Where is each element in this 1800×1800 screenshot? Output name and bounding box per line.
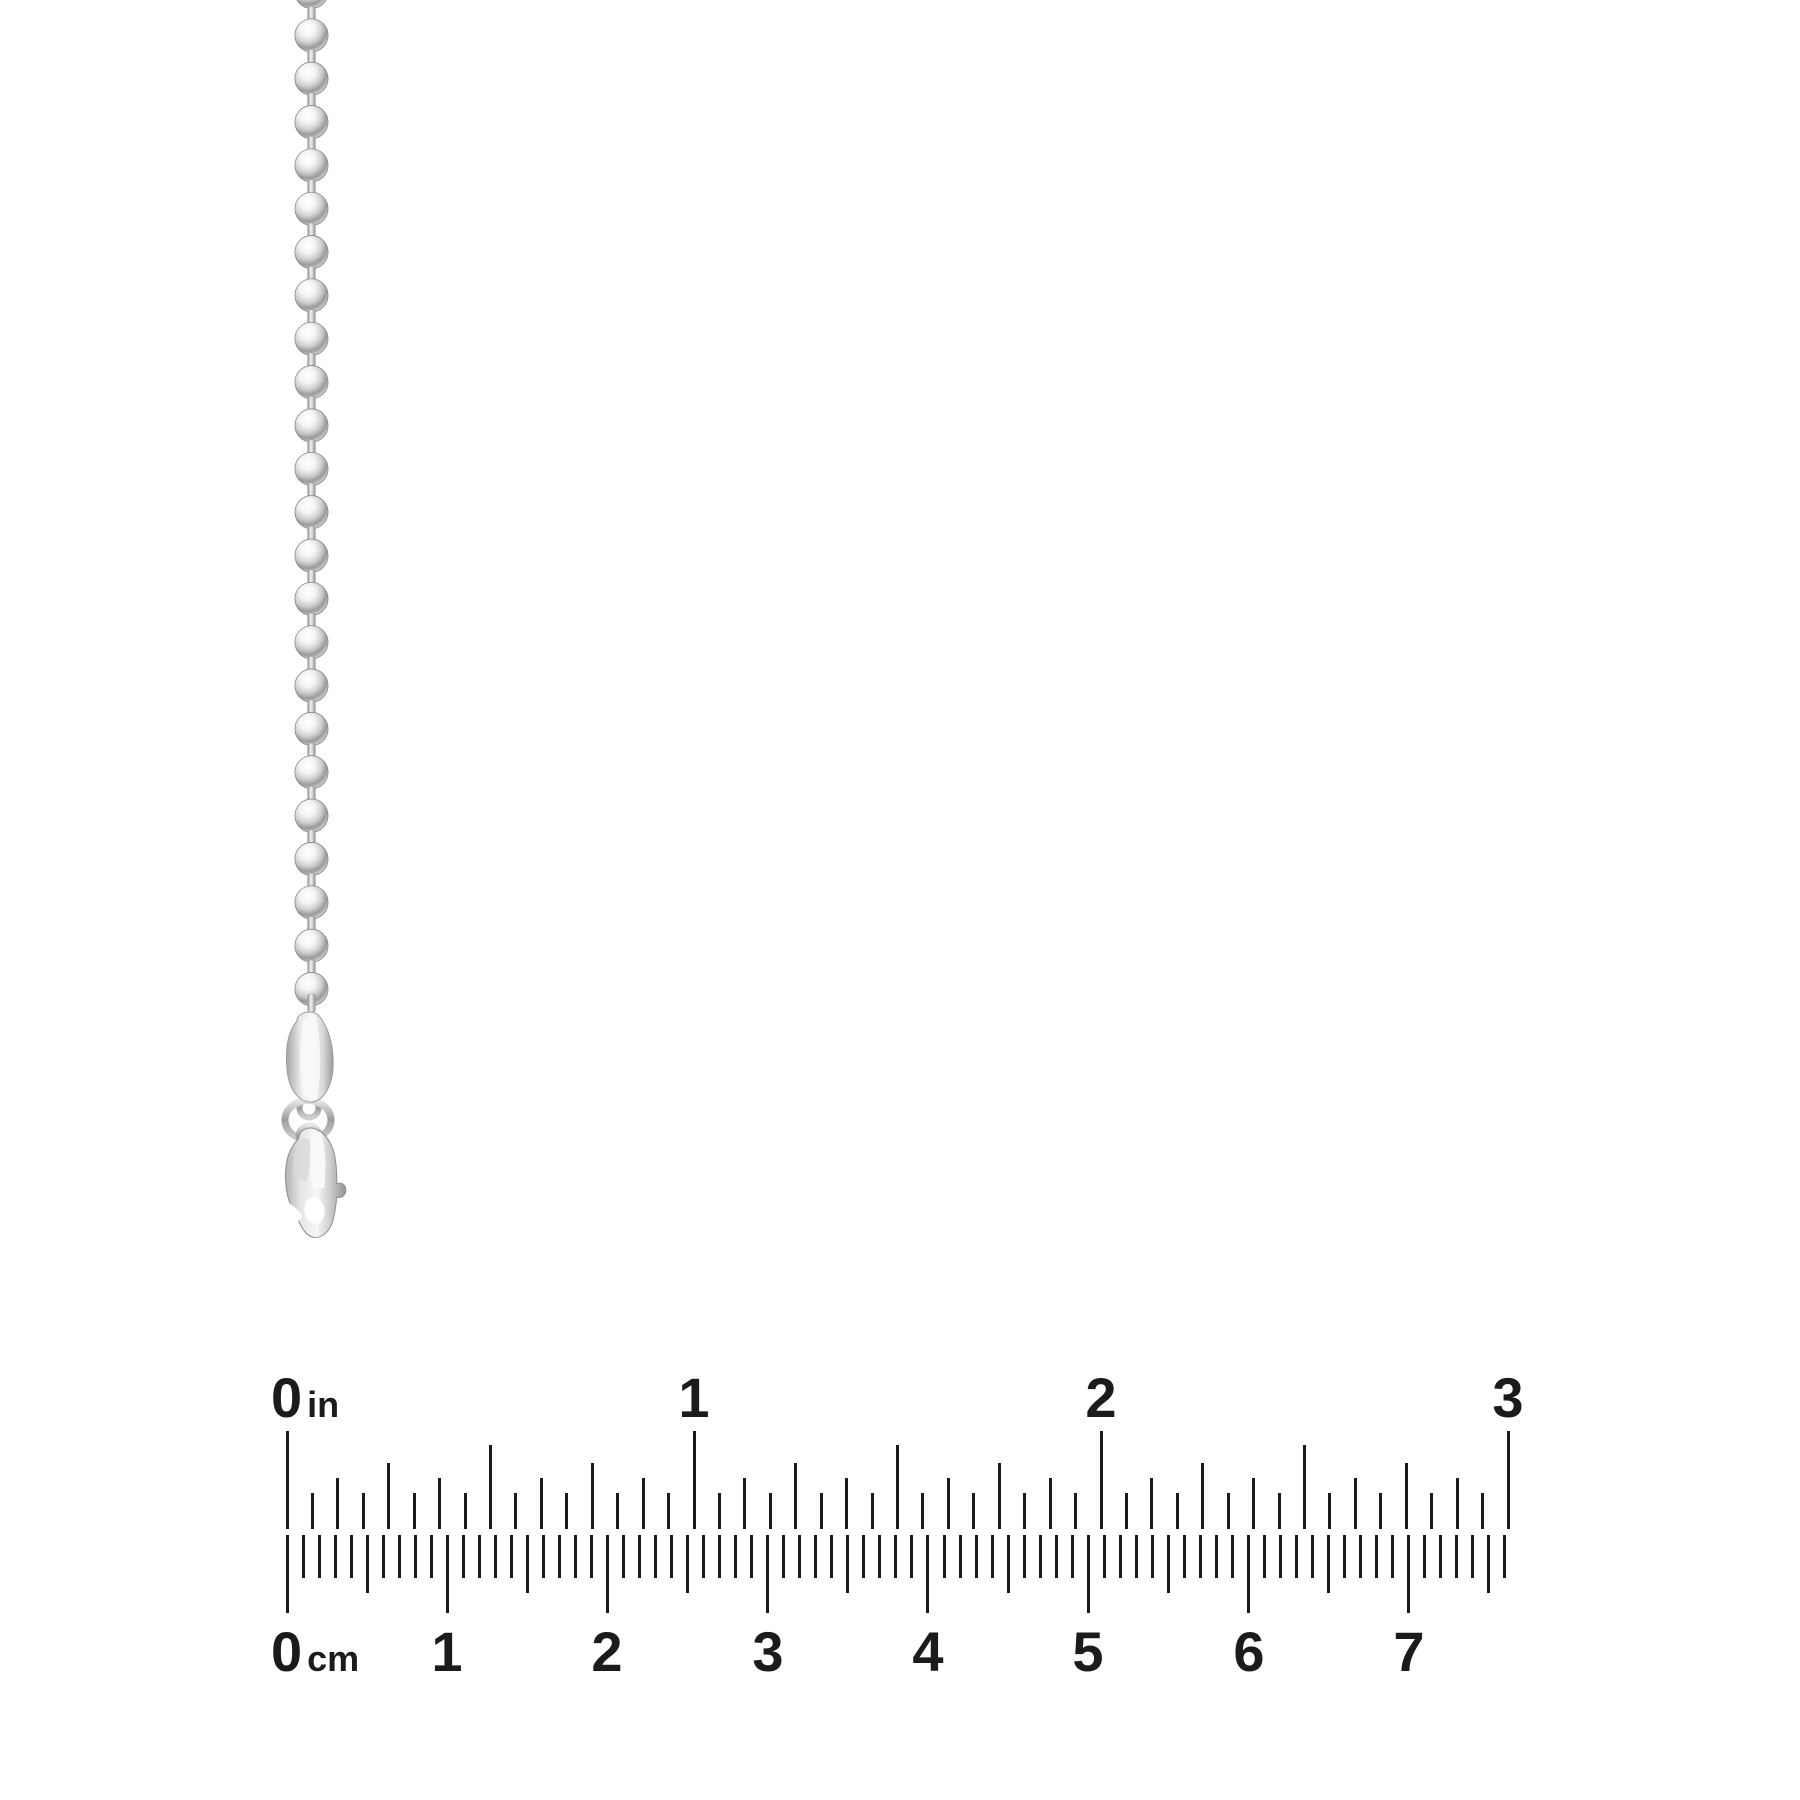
- cm-tick: [1503, 1535, 1506, 1578]
- cm-tick: [1007, 1535, 1010, 1593]
- cm-tick: [414, 1535, 417, 1578]
- inch-tick: [1125, 1493, 1128, 1529]
- cm-tick: [1311, 1535, 1314, 1578]
- cm-tick: [334, 1535, 337, 1578]
- cm-tick: [1087, 1535, 1090, 1613]
- cm-tick: [878, 1535, 881, 1578]
- cm-tick: [494, 1535, 497, 1578]
- inch-tick: [667, 1493, 670, 1529]
- cm-tick: [975, 1535, 978, 1578]
- cm-tick: [686, 1535, 689, 1593]
- inch-tick: [514, 1493, 517, 1529]
- inch-tick: [1023, 1493, 1026, 1529]
- inch-tick: [1303, 1445, 1306, 1529]
- cm-tick: [943, 1535, 946, 1578]
- cm-tick: [766, 1535, 769, 1613]
- cm-tick: [654, 1535, 657, 1578]
- inch-tick: [845, 1478, 848, 1529]
- inch-tick: [413, 1493, 416, 1529]
- inch-tick: [438, 1478, 441, 1529]
- inch-tick: [1227, 1493, 1230, 1529]
- cm-tick: [1119, 1535, 1122, 1578]
- cm-tick: [590, 1535, 593, 1578]
- inch-tick: [820, 1493, 823, 1529]
- cm-tick: [606, 1535, 609, 1613]
- inch-tick: [1481, 1493, 1484, 1529]
- cm-tick: [446, 1535, 449, 1613]
- inch-tick: [286, 1431, 289, 1529]
- cm-number: 0: [271, 1620, 303, 1683]
- cm-label-0: [271, 1620, 360, 1687]
- cm-tick: [846, 1535, 849, 1593]
- inch-tick: [1456, 1478, 1459, 1529]
- cm-label-5: 5: [1072, 1620, 1104, 1683]
- inch-unit-label: in: [307, 1384, 340, 1425]
- cm-tick: [1343, 1535, 1346, 1578]
- inch-tick: [871, 1493, 874, 1529]
- cm-tick: [366, 1535, 369, 1593]
- inch-tick: [794, 1463, 797, 1529]
- inch-tick: [387, 1463, 390, 1529]
- inch-tick: [1252, 1478, 1255, 1529]
- cm-tick: [302, 1535, 305, 1578]
- inch-tick: [591, 1463, 594, 1529]
- cm-tick: [862, 1535, 865, 1578]
- cm-tick: [510, 1535, 513, 1578]
- inch-tick: [1379, 1493, 1382, 1529]
- cm-tick: [734, 1535, 737, 1578]
- cm-tick: [798, 1535, 801, 1578]
- cm-tick: [1295, 1535, 1298, 1578]
- inch-tick: [540, 1478, 543, 1529]
- cm-tick: [542, 1535, 545, 1578]
- cm-tick: [462, 1535, 465, 1578]
- inch-tick: [489, 1445, 492, 1529]
- cm-tick: [1215, 1535, 1218, 1578]
- inch-tick: [1176, 1493, 1179, 1529]
- cm-tick: [574, 1535, 577, 1578]
- cm-tick: [622, 1535, 625, 1578]
- cm-tick: [1407, 1535, 1410, 1613]
- cm-tick: [478, 1535, 481, 1578]
- inch-tick: [362, 1493, 365, 1529]
- inch-tick: [616, 1493, 619, 1529]
- cm-tick: [1135, 1535, 1138, 1578]
- cm-tick: [1439, 1535, 1442, 1578]
- cm-tick: [1263, 1535, 1266, 1578]
- cm-unit-label: cm: [307, 1638, 360, 1679]
- cm-tick: [1039, 1535, 1042, 1578]
- cm-tick: [991, 1535, 994, 1578]
- cm-tick: [830, 1535, 833, 1578]
- inch-tick: [718, 1493, 721, 1529]
- inch-tick: [1100, 1431, 1103, 1529]
- cm-tick: [1055, 1535, 1058, 1578]
- cm-tick: [1471, 1535, 1474, 1578]
- inch-tick: [896, 1445, 899, 1529]
- cm-tick: [1279, 1535, 1282, 1578]
- inch-tick: [743, 1478, 746, 1529]
- cm-tick: [318, 1535, 321, 1578]
- cm-label-1: 1: [431, 1620, 463, 1683]
- inch-label-1: 1: [678, 1366, 710, 1429]
- cm-tick: [558, 1535, 561, 1578]
- cm-tick: [959, 1535, 962, 1578]
- inch-tick: [464, 1493, 467, 1529]
- cm-tick: [286, 1535, 289, 1613]
- cm-tick: [702, 1535, 705, 1578]
- inch-tick: [1328, 1493, 1331, 1529]
- cm-tick: [910, 1535, 913, 1578]
- inch-label-0: [271, 1366, 340, 1433]
- inch-tick: [1405, 1463, 1408, 1529]
- inch-tick: [921, 1493, 924, 1529]
- inch-tick: [336, 1478, 339, 1529]
- cm-tick: [1327, 1535, 1330, 1593]
- cm-tick: [1151, 1535, 1154, 1578]
- cm-tick: [1231, 1535, 1234, 1578]
- inch-number: 0: [271, 1366, 303, 1429]
- inch-tick: [1150, 1478, 1153, 1529]
- cm-tick: [1183, 1535, 1186, 1578]
- cm-tick: [1375, 1535, 1378, 1578]
- inch-tick: [693, 1431, 696, 1529]
- cm-tick: [1391, 1535, 1394, 1578]
- inch-tick: [1354, 1478, 1357, 1529]
- cm-tick: [1023, 1535, 1026, 1578]
- inch-tick: [1278, 1493, 1281, 1529]
- inch-tick: [1507, 1431, 1510, 1529]
- inch-tick: [1074, 1493, 1077, 1529]
- cm-tick: [350, 1535, 353, 1578]
- cm-tick: [1423, 1535, 1426, 1578]
- cm-tick: [526, 1535, 529, 1593]
- cm-tick: [430, 1535, 433, 1578]
- cm-label-2: 2: [591, 1620, 623, 1683]
- cm-tick: [1455, 1535, 1458, 1578]
- cm-label-7: 7: [1393, 1620, 1425, 1683]
- cm-tick: [1103, 1535, 1106, 1578]
- cm-tick: [638, 1535, 641, 1578]
- cm-tick: [398, 1535, 401, 1578]
- cm-tick: [718, 1535, 721, 1578]
- inch-tick: [565, 1493, 568, 1529]
- cm-tick: [894, 1535, 897, 1578]
- inch-tick: [972, 1493, 975, 1529]
- inch-label-2: 2: [1085, 1366, 1117, 1429]
- inch-label-3: 3: [1492, 1366, 1524, 1429]
- cm-tick: [1167, 1535, 1170, 1593]
- cm-tick: [382, 1535, 385, 1578]
- cm-tick: [1071, 1535, 1074, 1578]
- cm-tick: [1199, 1535, 1202, 1578]
- inch-tick: [1201, 1463, 1204, 1529]
- inch-tick: [1049, 1478, 1052, 1529]
- inch-tick: [1430, 1493, 1433, 1529]
- cm-label-3: 3: [752, 1620, 784, 1683]
- cm-tick: [1487, 1535, 1490, 1593]
- cm-tick: [782, 1535, 785, 1578]
- cm-label-6: 6: [1233, 1620, 1265, 1683]
- cm-tick: [750, 1535, 753, 1578]
- cm-tick: [1247, 1535, 1250, 1613]
- cm-tick: [926, 1535, 929, 1613]
- cm-tick: [670, 1535, 673, 1578]
- cm-tick: [814, 1535, 817, 1578]
- cm-tick: [1359, 1535, 1362, 1578]
- inch-tick: [769, 1493, 772, 1529]
- cm-label-4: 4: [912, 1620, 944, 1683]
- inch-tick: [998, 1463, 1001, 1529]
- inch-tick: [311, 1493, 314, 1529]
- inch-tick: [642, 1478, 645, 1529]
- inch-tick: [947, 1478, 950, 1529]
